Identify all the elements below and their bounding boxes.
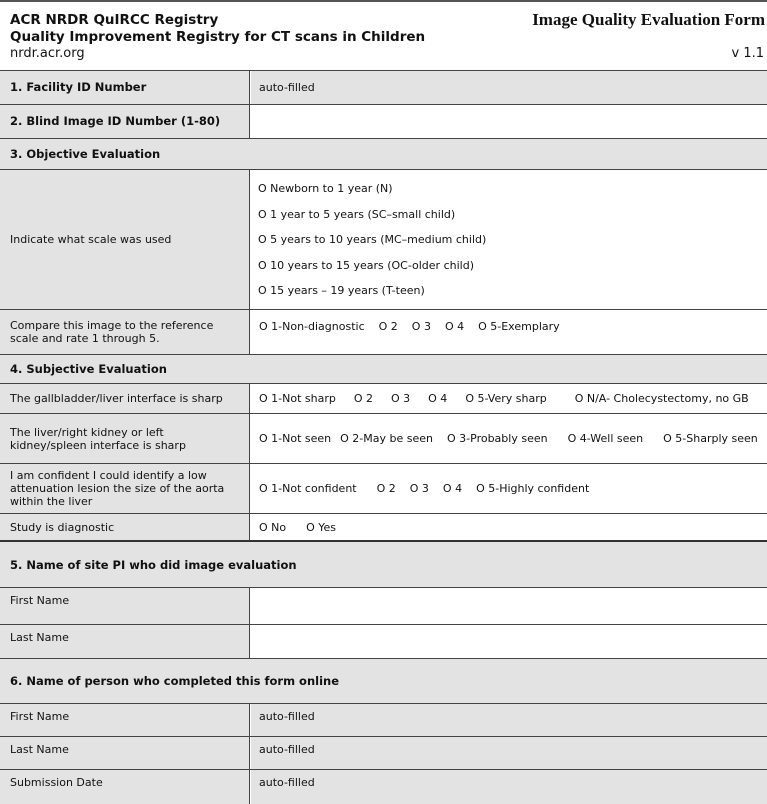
kidney-option-5[interactable]: O 5-Sharply seen bbox=[663, 432, 758, 445]
scale-option-teen[interactable]: O 15 years – 19 years (T-teen) bbox=[258, 284, 425, 297]
compare-label: Compare this image to the reference scale and rate 1 through 5. bbox=[0, 310, 250, 354]
confident-option-3[interactable]: O 3 bbox=[409, 482, 429, 495]
registry-header bbox=[10, 12, 425, 62]
pi-first-name-row bbox=[0, 588, 767, 625]
person-last-name-label: Last Name bbox=[0, 737, 250, 769]
facility-id-value: auto-filled bbox=[251, 71, 767, 104]
pi-last-name-label: Last Name bbox=[0, 625, 250, 658]
compare-row bbox=[0, 310, 767, 355]
pi-first-name-input[interactable] bbox=[251, 588, 767, 624]
person-last-name-value: auto-filled bbox=[251, 737, 767, 769]
pi-first-name-label: First Name bbox=[0, 588, 250, 624]
diagnostic-row bbox=[0, 514, 767, 542]
submission-date-row bbox=[0, 770, 767, 804]
submission-date-value: auto-filled bbox=[251, 770, 767, 804]
diagnostic-option-yes[interactable]: O Yes bbox=[306, 520, 337, 534]
section-completed-by bbox=[0, 659, 767, 704]
compare-options bbox=[251, 310, 767, 354]
gallbladder-label: The gallbladder/liver interface is sharp bbox=[0, 384, 250, 413]
person-first-name-label: First Name bbox=[0, 704, 250, 736]
confident-option-5[interactable]: O 5-Highly confident bbox=[476, 482, 590, 495]
section-completed-by-heading: 6. Name of person who completed this form online bbox=[0, 659, 767, 703]
diagnostic-label: Study is diagnostic bbox=[0, 514, 250, 540]
person-last-name-row bbox=[0, 737, 767, 770]
gallbladder-option-2[interactable]: O 2 bbox=[353, 392, 373, 405]
scale-option-medium-child[interactable]: O 5 years to 10 years (MC–medium child) bbox=[258, 233, 487, 246]
gallbladder-options bbox=[251, 384, 767, 413]
kidney-options bbox=[251, 414, 767, 463]
section-objective-evaluation bbox=[0, 139, 767, 170]
scale-row bbox=[0, 170, 767, 310]
scale-options bbox=[258, 182, 486, 310]
pi-last-name-input[interactable] bbox=[251, 625, 767, 658]
compare-option-1[interactable]: O 1-Non-diagnostic bbox=[259, 320, 365, 333]
section-subjective-evaluation bbox=[0, 355, 767, 384]
gallbladder-option-3[interactable]: O 3 bbox=[391, 392, 411, 405]
registry-subtitle: Quality Improvement Registry for CT scans in Children bbox=[10, 29, 426, 45]
compare-option-5[interactable]: O 5-Exemplary bbox=[478, 320, 560, 333]
gallbladder-option-na[interactable]: O N/A- Cholecystectomy, no GB bbox=[574, 392, 749, 405]
kidney-option-1[interactable]: O 1-Not seen bbox=[259, 432, 332, 445]
submission-date-label: Submission Date bbox=[0, 770, 250, 804]
facility-id-label: 1. Facility ID Number bbox=[0, 71, 250, 104]
compare-option-3[interactable]: O 3 bbox=[411, 320, 431, 333]
scale-option-newborn[interactable]: O Newborn to 1 year (N) bbox=[258, 182, 393, 195]
evaluation-form bbox=[0, 70, 767, 789]
confident-label: I am confident I could identify a low attenuation lesion the size of the aorta within the liver bbox=[0, 464, 250, 513]
kidney-label: The liver/right kidney or left kidney/spleen interface is sharp bbox=[0, 414, 250, 463]
confident-option-1[interactable]: O 1-Not confident bbox=[259, 482, 357, 495]
blind-image-id-input[interactable] bbox=[251, 105, 767, 138]
registry-url: nrdr.acr.org bbox=[10, 46, 85, 61]
section-subjective-heading: 4. Subjective Evaluation bbox=[0, 355, 767, 383]
person-first-name-row bbox=[0, 704, 767, 737]
form-title: Image Quality Evaluation Form bbox=[532, 10, 765, 29]
top-border bbox=[0, 0, 767, 2]
form-version: v 1.1 bbox=[731, 46, 764, 61]
gallbladder-row bbox=[0, 384, 767, 414]
registry-name: ACR NRDR QuIRCC Registry bbox=[10, 12, 219, 28]
section-objective-heading: 3. Objective Evaluation bbox=[0, 139, 767, 169]
confident-option-2[interactable]: O 2 bbox=[376, 482, 396, 495]
gallbladder-option-4[interactable]: O 4 bbox=[428, 392, 448, 405]
compare-option-4[interactable]: O 4 bbox=[444, 320, 465, 333]
confident-options bbox=[251, 464, 767, 513]
kidney-option-3[interactable]: O 3-Probably seen bbox=[447, 432, 548, 445]
blind-image-id-label: 2. Blind Image ID Number (1-80) bbox=[0, 105, 250, 138]
compare-option-2[interactable]: O 2 bbox=[378, 320, 398, 333]
section-site-pi-heading: 5. Name of site PI who did image evaluation bbox=[0, 542, 767, 587]
kidney-option-2[interactable]: O 2-May be seen bbox=[340, 432, 433, 445]
gallbladder-option-1[interactable]: O 1-Not sharp bbox=[259, 392, 336, 405]
diagnostic-option-no[interactable]: O No bbox=[259, 520, 287, 534]
kidney-option-4[interactable]: O 4-Well seen bbox=[567, 432, 644, 445]
blind-image-id-row bbox=[0, 105, 767, 139]
scale-label: Indicate what scale was used bbox=[0, 170, 250, 309]
confident-option-4[interactable]: O 4 bbox=[442, 482, 463, 495]
section-site-pi bbox=[0, 542, 767, 588]
gallbladder-option-5[interactable]: O 5-Very sharp bbox=[465, 392, 547, 405]
scale-option-older-child[interactable]: O 10 years to 15 years (OC-older child) bbox=[258, 258, 474, 272]
person-first-name-value: auto-filled bbox=[251, 704, 767, 736]
pi-last-name-row bbox=[0, 625, 767, 659]
facility-id-row bbox=[0, 71, 767, 105]
scale-option-small-child[interactable]: O 1 year to 5 years (SC–small child) bbox=[258, 207, 456, 221]
diagnostic-options bbox=[251, 514, 767, 540]
kidney-row bbox=[0, 414, 767, 464]
confident-row bbox=[0, 464, 767, 514]
